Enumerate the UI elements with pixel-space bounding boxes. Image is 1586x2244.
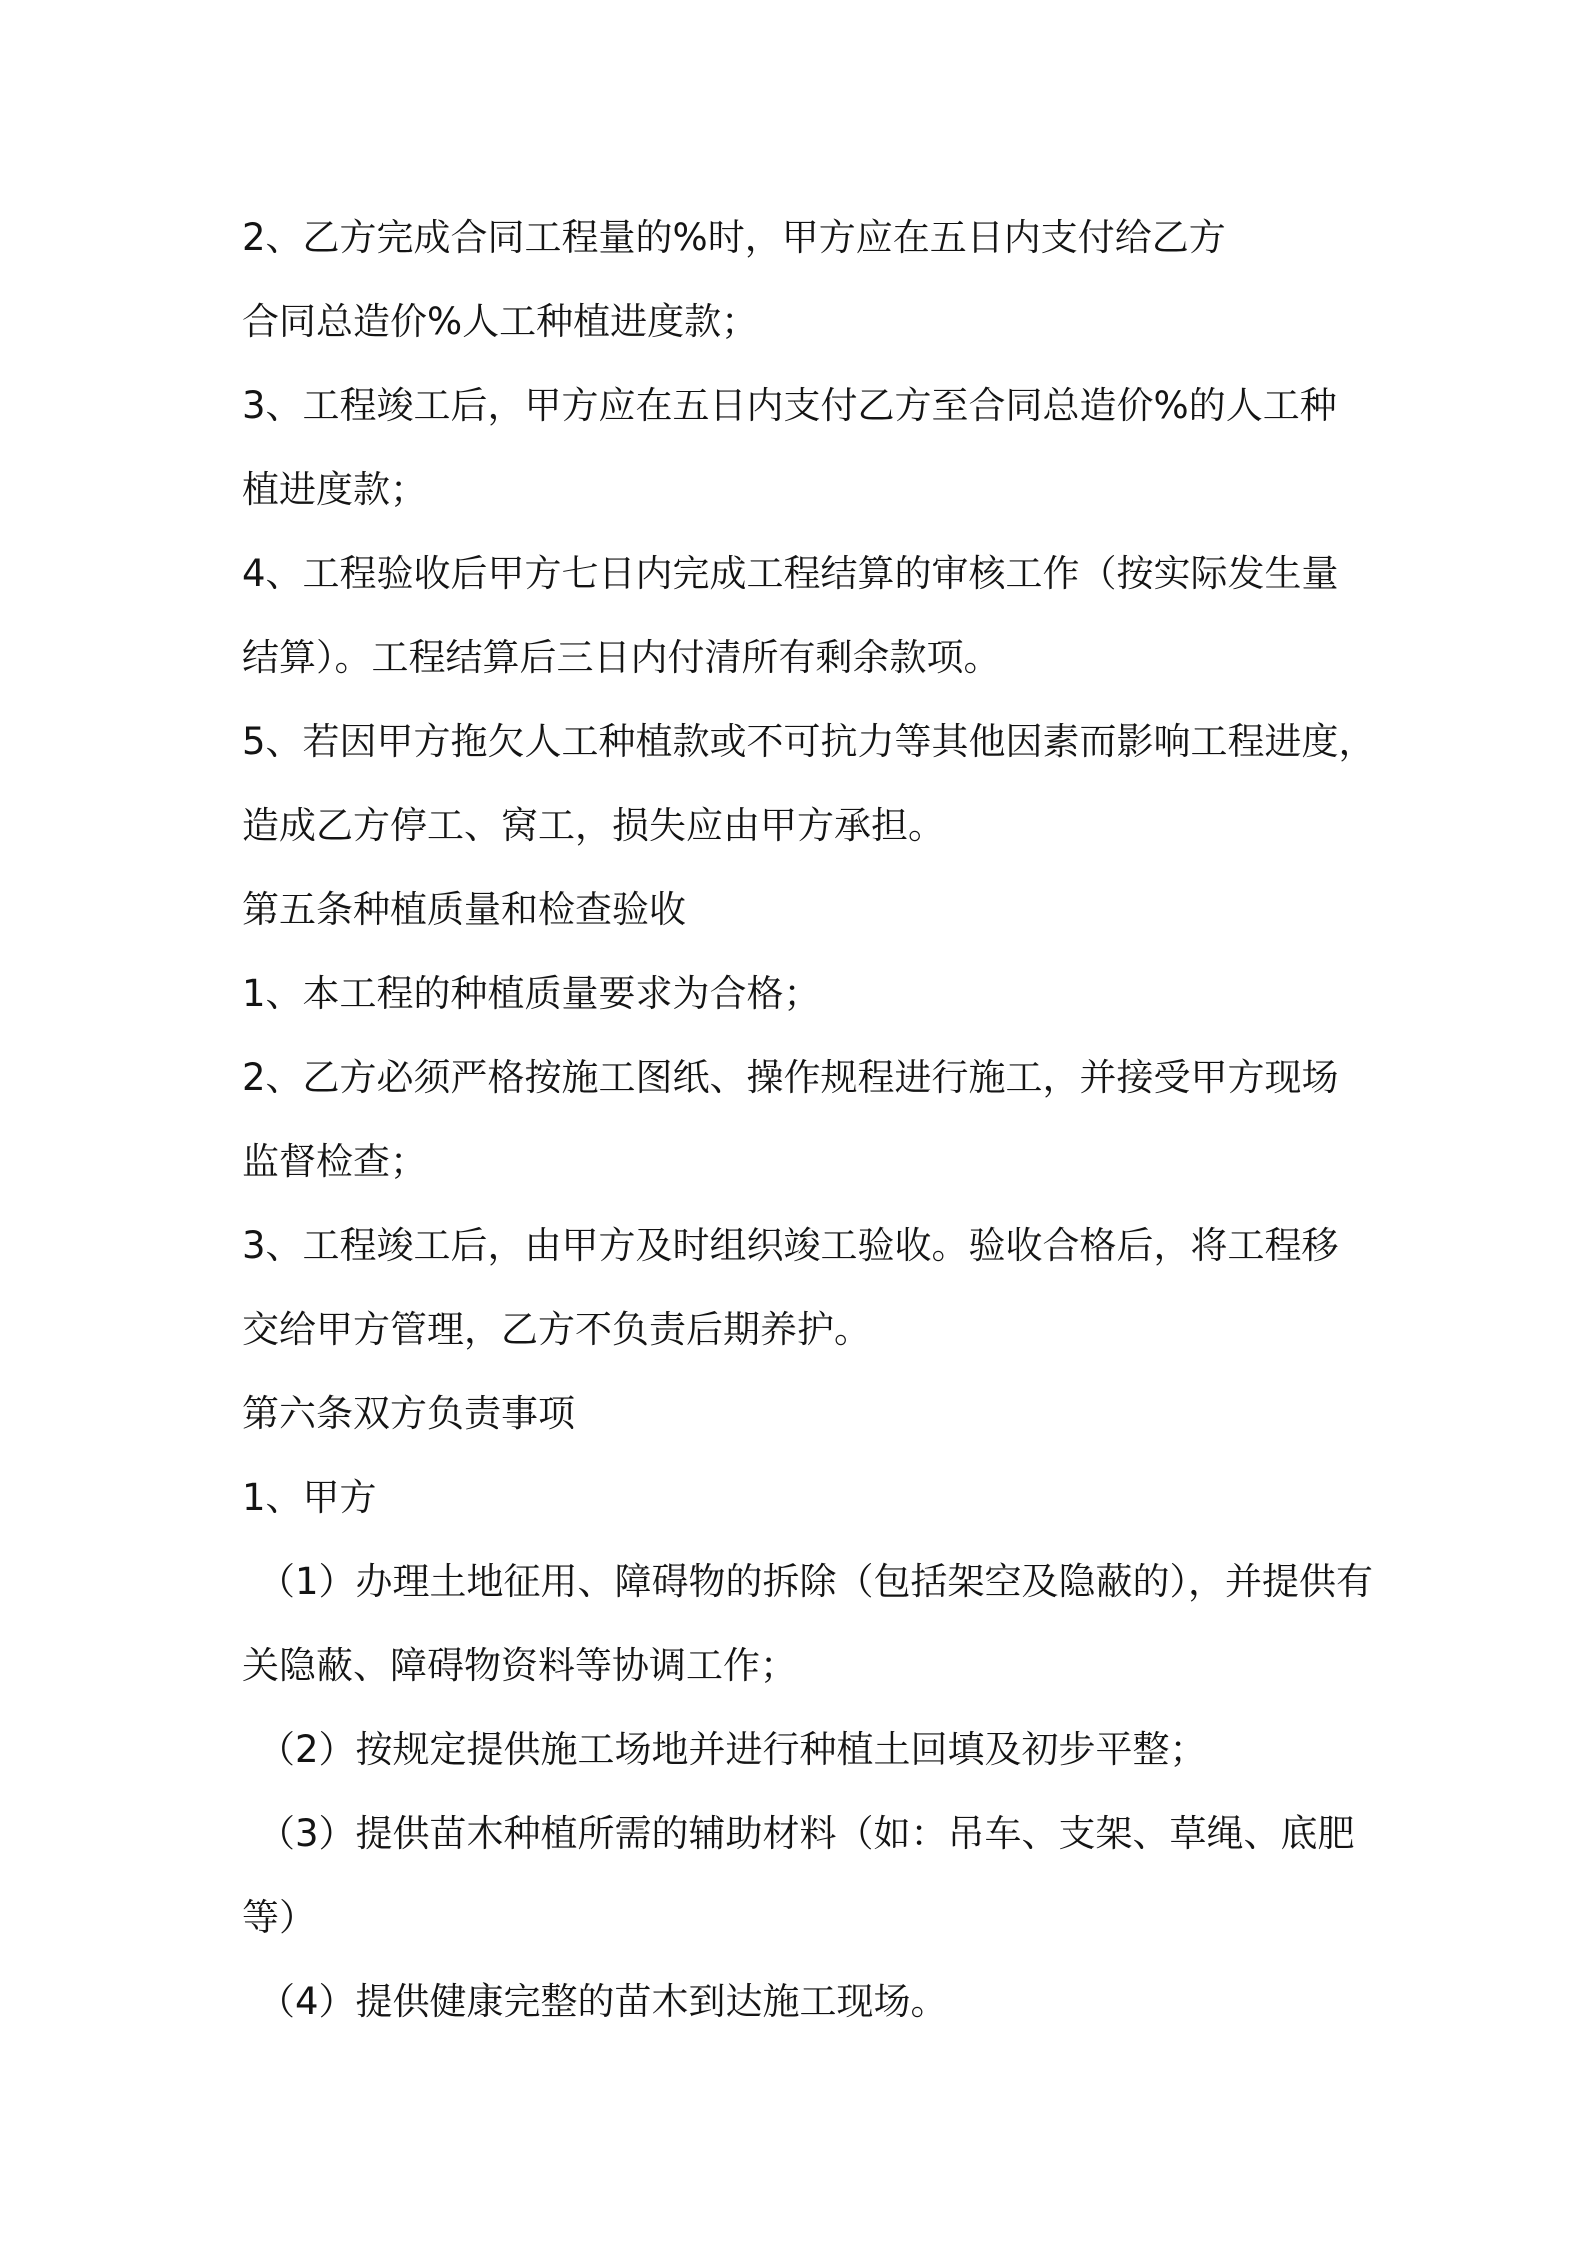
payment-clause-4-line-2: 结算）。工程结算后三日内付清所有剩余款项。: [242, 636, 1001, 679]
payment-clause-3-line-1: 3、工程竣工后，甲方应在五日内支付乙方至合同总造价%的人工种: [242, 384, 1337, 427]
party-a-item-1-line-1: （1）办理土地征用、障碍物的拆除（包括架空及隐蔽的），并提供有: [258, 1560, 1374, 1603]
section-heading-article-5: 第五条种植质量和检查验收: [242, 888, 686, 931]
party-a-item-4: （4）提供健康完整的苗木到达施工现场。: [258, 1980, 948, 2023]
quality-clause-3-line-1: 3、工程竣工后，由甲方及时组织竣工验收。验收合格后，将工程移: [242, 1224, 1339, 1267]
quality-clause-2-line-1: 2、乙方必须严格按施工图纸、操作规程进行施工，并接受甲方现场: [242, 1056, 1339, 1099]
payment-clause-4-line-1: 4、工程验收后甲方七日内完成工程结算的审核工作（按实际发生量: [242, 552, 1339, 595]
quality-clause-1: 1、本工程的种植质量要求为合格；: [242, 972, 821, 1015]
party-a-item-2: （2）按规定提供施工场地并进行种植土回填及初步平整；: [258, 1728, 1207, 1771]
payment-clause-5-line-2: 造成乙方停工、窝工，损失应由甲方承担。: [242, 804, 945, 847]
document-body: [242, 196, 1376, 2044]
party-a-item-3-line-2: 等）: [242, 1896, 316, 1939]
payment-clause-3-line-2: 植进度款；: [242, 468, 427, 511]
party-a-heading: 1、甲方: [242, 1476, 377, 1519]
quality-clause-2-line-2: 监督检查；: [242, 1140, 427, 1183]
quality-clause-3-line-2: 交给甲方管理，乙方不负责后期养护。: [242, 1308, 871, 1351]
payment-clause-2-line-2: 合同总造价%人工种植进度款；: [242, 300, 759, 343]
party-a-item-3-line-1: （3）提供苗木种植所需的辅助材料（如：吊车、支架、草绳、底肥: [258, 1812, 1355, 1855]
section-heading-article-6: 第六条双方负责事项: [242, 1392, 575, 1435]
payment-clause-2-line-1: 2、乙方完成合同工程量的%时，甲方应在五日内支付给乙方: [242, 216, 1226, 259]
payment-clause-5-line-1: 5、若因甲方拖欠人工种植款或不可抗力等其他因素而影响工程进度，: [242, 720, 1376, 763]
party-a-item-1-line-2: 关隐蔽、障碍物资料等协调工作；: [242, 1644, 797, 1687]
